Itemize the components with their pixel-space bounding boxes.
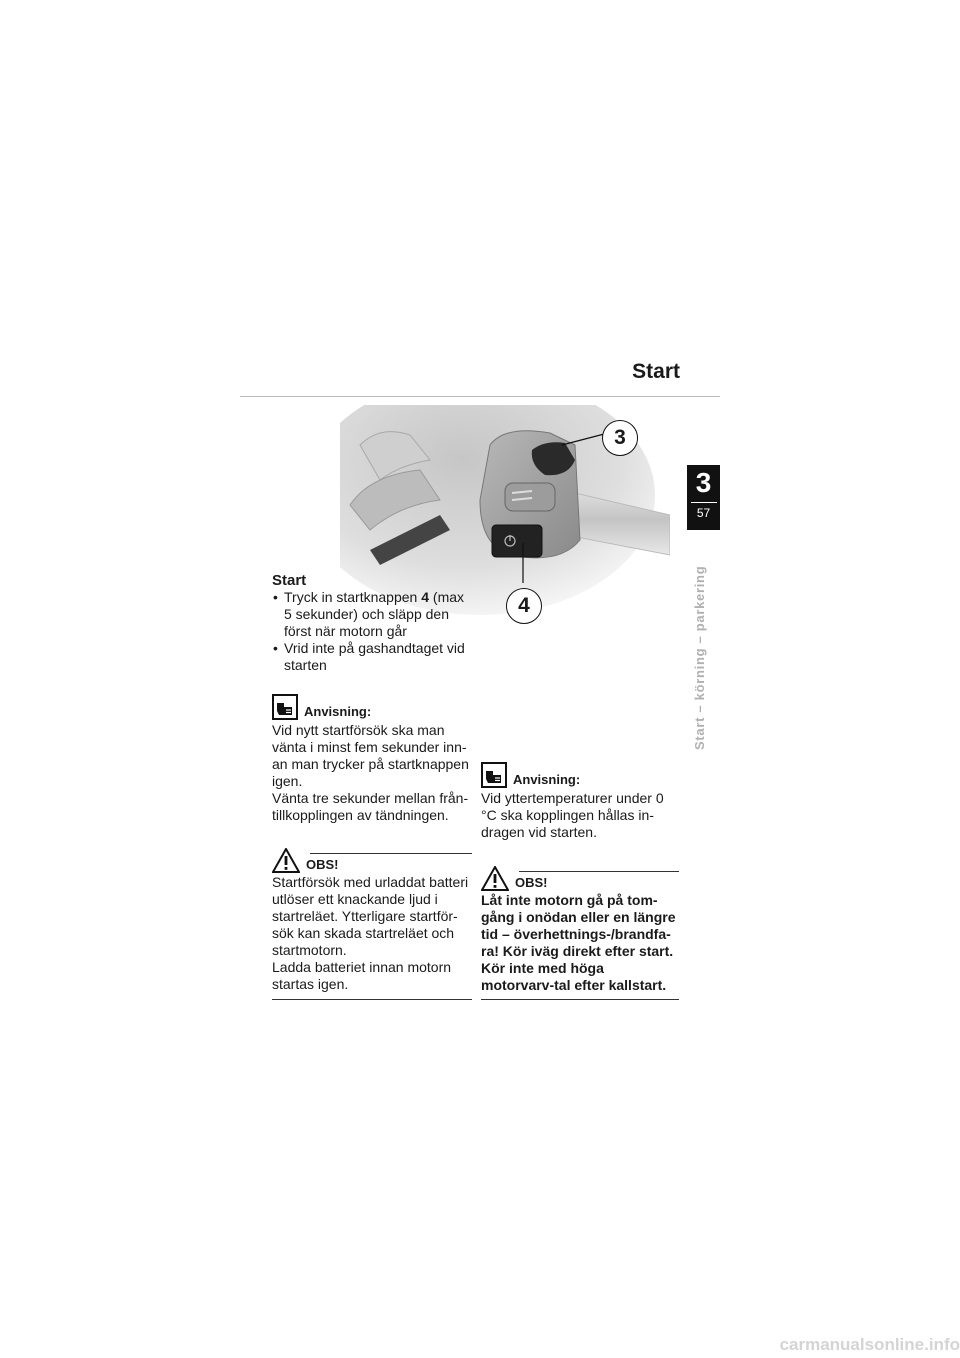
chapter-tab bbox=[687, 465, 720, 530]
chapter-number: 3 bbox=[695, 467, 712, 498]
warning-left bbox=[272, 848, 472, 993]
note-title: Anvisning: bbox=[513, 772, 581, 787]
warning-right bbox=[481, 866, 679, 994]
warning-icon bbox=[481, 866, 509, 891]
header-divider bbox=[240, 396, 720, 397]
start-heading: Start bbox=[272, 572, 307, 589]
list-item: • Tryck in startknappen 4 (max 5 sekunder) och släpp den först när motorn går bbox=[272, 589, 472, 640]
warning-bottom-rule bbox=[481, 999, 679, 1000]
chapter-tab-divider bbox=[691, 502, 717, 503]
warning-text: Låt inte motorn gå på tom-gång i onödan eller en längre tid – överhettnings-/brandfa-ra! Kör iväg direkt efter start. Kör inte med höga motorvarv-tal efter kallstart. bbox=[481, 892, 676, 993]
page-number: 57 bbox=[696, 506, 711, 520]
warning-title: OBS! bbox=[306, 857, 339, 872]
page-title: Start bbox=[632, 360, 680, 383]
note-right bbox=[481, 762, 679, 841]
note-icon bbox=[272, 694, 298, 720]
footer-watermark[interactable]: carmanualsonline.info bbox=[779, 1335, 960, 1354]
note-text: Vänta tre sekunder mellan från-tillkopplingen av tändningen. bbox=[272, 790, 469, 823]
list-item: • Vrid inte på gashandtaget vid starten bbox=[272, 640, 472, 674]
start-section bbox=[272, 572, 472, 674]
note-left bbox=[272, 694, 472, 824]
start-button-ref: 4 bbox=[421, 589, 430, 605]
note-icon bbox=[481, 762, 507, 788]
note-text: Vid yttertemperaturer under 0 °C ska kopplingen hållas in-dragen vid starten. bbox=[481, 790, 664, 840]
side-section-label: Start – körning – parkering bbox=[692, 565, 707, 750]
warning-text: Startförsök med urladdat batteri utlöser ett knackande ljud i startreläet. Ytterligare startför-sök kan skada startreläet och startmotorn. bbox=[272, 874, 469, 958]
warning-text: Ladda batteriet innan motorn startas igen. bbox=[272, 959, 452, 992]
note-text: Vid nytt startförsök ska man vänta i minst fem sekunder inn-an man trycker på startknappen igen. bbox=[272, 722, 469, 789]
start-steps-list bbox=[272, 589, 472, 674]
warning-bottom-rule bbox=[272, 999, 472, 1000]
warning-icon bbox=[272, 848, 300, 873]
note-title: Anvisning: bbox=[304, 704, 372, 719]
callout-3: 3 bbox=[602, 420, 638, 456]
warning-title: OBS! bbox=[515, 875, 548, 890]
callout-4: 4 bbox=[506, 588, 542, 624]
